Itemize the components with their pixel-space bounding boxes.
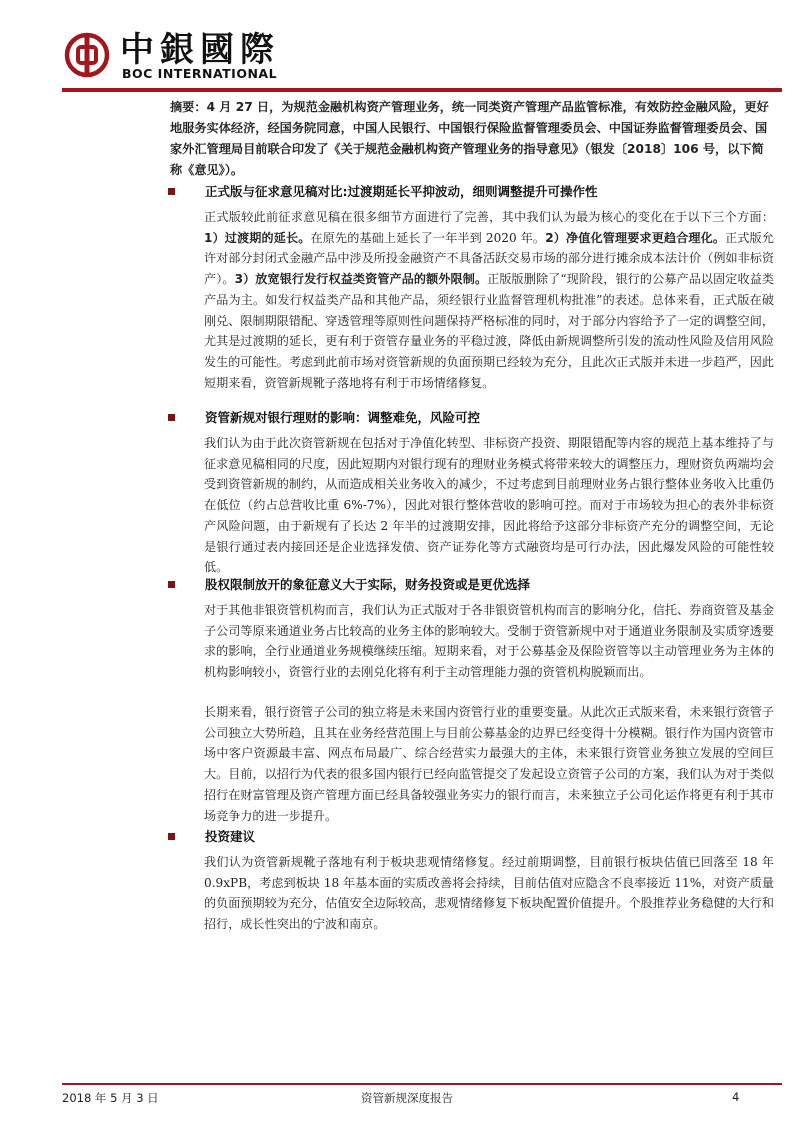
section-title: 投资建议 [205, 829, 256, 844]
section-bullet-icon [168, 833, 175, 840]
summary-text: 4 月 27 日，为规范金融机构资产管理业务，统一同类资产管理产品监管标准，有效防控金融风险，更好地服务实体经济，经国务院同意，中国人民银行、中国银行保险监督管理委员会、中国证券监督管理委员会、国家外汇管理局目前联合印发了《关于规范金融机构资产管理业务的指导意见》（银发〔2018〕106 号，以下简称《意见》）。 [170, 100, 769, 177]
footer-report-title: 资管新规深度报告 [361, 1091, 453, 1105]
section-paragraph: 正式版较此前征求意见稿在很多细节方面进行了完善，其中我们认为最为核心的变化在于以下三个方面：1）过渡期的延长。在原先的基础上延长了一年半到 2020 年。2）净值化管理要求更趋合理化。正式版允许对部分封闭式金融产品中涉及所投金融资产不具备活跃交易市场的部分进行摊余成本法计价（例如非标资产）。3）放宽银行发行权益类资管产品的额外限制。正版版删除了“现阶段，银行的公募产品以固定收益类产品为主。如发行权益类产品和其他产品，须经银行业监督管理机构批准”的表述。总体来看，正式版在破刚兑、限制期限错配、穿透管理等原则性问题保持严格标准的同时，对于部分内容给予了一定的调整空间，尤其是过渡期的延长，更有利于资管存量业务的平稳过渡，降低由新规调整所引发的流动性风险及信用风险发生的可能性。考虑到此前市场对资管新规的负面预期已经较为充分，且此次正式版并未进一步趋严，因此短期来看，资管新规靴子落地将有利于市场情绪修复。 [204, 210, 775, 390]
boc-logo-icon [64, 32, 110, 78]
page-header [62, 30, 782, 90]
page-number: 4 [732, 1090, 740, 1104]
brand-name-cn: 中銀國際 [120, 30, 280, 70]
section-title: 正式版与征求意见稿对比:过渡期延长平抑波动，细则调整提升可操作性 [205, 184, 598, 199]
footer-divider [62, 1083, 782, 1085]
section-paragraph: 我们认为由于此次资管新规在包括对于净值化转型、非标资产投资、期限错配等内容的规范上基本维持了与征求意见稿相同的尺度，因此短期内对银行现有的理财业务模式将带来较大的调整压力，理财资负两端均会受到资管新规的制约，从而造成相关业务收入的减少，不过考虑到目前理财业务占银行整体业务收入比重仍在低位（约占总营收比重 6%-7%），因此对银行整体营收的影响可控。而对于市场较为担心的表外非标资产风险问题，由于新规有了长达 2 年半的过渡期安排，因此将给予这部分非标资产充分的调整空间，无论是银行通过表内接回还是企业选择发债、资产证券化等方式融资均是可行办法，因此爆发风险的可能性较低。 [204, 436, 774, 575]
section-bullet-icon [168, 188, 175, 195]
header-divider [62, 88, 782, 92]
summary-block [170, 97, 774, 181]
section-bullet-icon [168, 414, 175, 421]
brand-name-en: BOC INTERNATIONAL [122, 66, 278, 81]
section-paragraph: 对于其他非银资管机构而言，我们认为正式版对于各非银资管机构而言的影响分化，信托、券商资管及基金子公司等原来通道业务占比较高的业务主体的影响较大。受制于资管新规中对于通道业务限制及实质穿透要求的影响，全行业通道业务规模继续压缩。短期来看，对于公募基金及保险资管等以主动管理业务为主体的机构影响较小，资管行业的去刚兑化将有利于主动管理能力强的资管机构脱颖而出。 [204, 603, 774, 680]
summary-label: 摘要： [170, 100, 207, 114]
section-paragraph: 我们认为资管新规靴子落地有利于板块悲观情绪修复。经过前期调整，目前银行板块估值已回落至 18 年 0.9xPB，考虑到板块 18 年基本面的实质改善将会持续，目前估值对应隐含不良率接近 11%，对资产质量的负面预期较为充分，估值安全边际较高，悲观情绪修复下板块配置价值提升。个股推荐业务稳健的大行和招行，成长性突出的宁波和南京。 [204, 855, 774, 932]
section-title: 资管新规对银行理财的影响：调整难免，风险可控 [205, 410, 481, 425]
section-bullet-icon [168, 581, 175, 588]
footer-date: 2018 年 5 月 3 日 [62, 1091, 159, 1105]
section-title: 股权限制放开的象征意义大于实际，财务投资或是更优选择 [205, 577, 531, 592]
section-paragraph: 长期来看，银行资管子公司的独立将是未来国内资管行业的重要变量。从此次正式版来看，未来银行资管子公司独立大势所趋，且其在业务经营范围上与目前公募基金的边界已经变得十分模糊。银行作为国内资管市场中客户资源最丰富、网点布局最广、综合经营实力最强大的主体，未来银行资管业务独立发展的空间巨大。目前，以招行为代表的很多国内银行已经向监管提交了发起设立资管子公司的方案，我们认为对于类似招行在财富管理及资产管理方面已经具备较强业务实力的银行而言，未来独立子公司化运作将更有利于其市场竞争力的进一步提升。 [204, 705, 774, 823]
